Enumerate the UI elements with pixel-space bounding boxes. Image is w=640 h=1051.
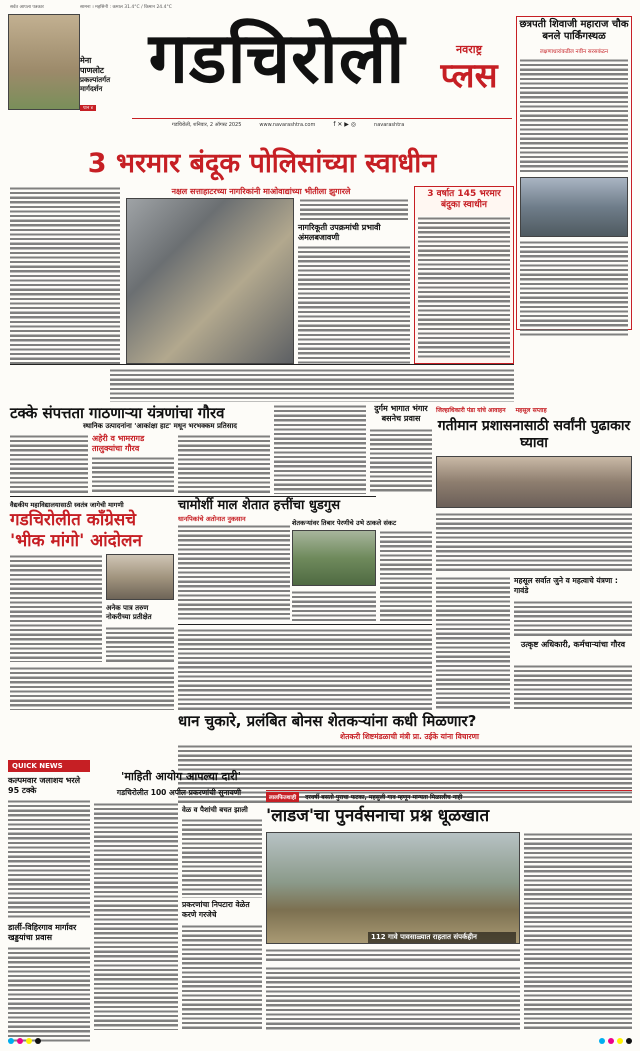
lead-box-title: 3 वर्षात 145 भरमार बंदुका स्वाधीन [427,189,501,210]
social-icons[interactable]: f ✕ ▶ ◎ [333,121,357,128]
quick-news-box [8,760,90,1030]
tatta-body-col3 [178,434,270,494]
vel-body [182,818,262,898]
promo-line-2: पाणलोट [80,66,104,75]
chamorshi-body [178,524,290,622]
laadj-side [524,832,632,1030]
chamorshi-body-2 [292,590,376,622]
promo-photo[interactable] [8,14,80,110]
prakarana-headline: प्रकरणांचा निपटारा वेळेत करणे गरजेचे [182,900,250,919]
right-top-headline: छत्रपती शिवाजी महाराज चौक बनले पार्किंगस्थळ [519,19,629,42]
mahiti-sub: गडचिरोलीत 100 अपील प्रकरणांची सुनावणी [116,788,242,797]
laadj-caption-body [266,948,520,962]
dhan-sub: शेतकरी शिष्टमंडळाची मंत्री प्रा. उईके यांना विचारणा [340,732,479,741]
brand-logo [425,44,513,110]
anek-headline[interactable]: अनेक पात्र तरुण नोकरीच्या प्रतीक्षेत [106,604,152,621]
durgam-headline[interactable]: दुर्गम भागात भंगार बसनेच प्रवास [374,404,428,423]
collector-body-2 [436,576,510,710]
gatiman-headline[interactable]: गतीमान प्रशासनासाठी सर्वांनी पुढाकार घ्यावा [437,418,631,451]
chamorshi-photo [292,530,376,586]
lead-body-mid [298,245,410,364]
masthead-title: गडचिरोली [148,17,406,99]
weather-strip: सामना । महसिनी : कमाल 31.4°C / किमान 24.4°C [80,5,172,10]
anek-body [106,626,174,662]
congress-body-2 [10,666,174,710]
lead-bottom-cols [110,368,514,402]
right-top-photo [520,177,628,237]
uttam-body [514,664,632,710]
prakarana-body [182,924,262,1030]
website[interactable]: www.navarashtra.com [259,121,316,128]
lead-body-left [10,186,120,364]
collector-tag [436,406,632,416]
mahsul-sarvat-headline[interactable]: महसूल सर्वात जुने व महत्वाचे यंत्रणा : गावंडे [514,576,618,595]
quick-2-body [8,946,90,1044]
congress-body [10,554,102,662]
tatta-body-left [10,434,88,494]
lalpatti-headline: दरवर्षी बसतो पुराचा फटका, महसुली गाव म्हणून मान्यता मिळालीच नाही [305,793,463,801]
quick-news-label: QUICK NEWS [8,760,90,772]
uttam-headline[interactable]: उत्कृष्ट अधिकारी, कर्मचाऱ्यांचा गौरव [520,640,626,649]
chamorshi-headline[interactable]: चामोर्शी माल शेतात हत्तींचा धुडगुस [178,498,340,513]
right-top-body [520,58,628,174]
lead-sub-headline: नागरिकूती उपक्रमांची प्रभावी अंमलबजावणी [298,223,381,242]
tatta-headline[interactable]: टक्के संपत्तता गाठणाऱ्या यंत्रणांचा गौरव [10,404,225,422]
dhan-lead-cols [178,628,432,710]
brand-top: नवराष्ट्र [456,43,482,56]
brand-bottom: प्लस [440,56,498,96]
lalpatti-strip[interactable] [266,790,632,802]
shetkari-tibar-headline[interactable]: शेतकऱ्यांवर तिबार पेरणीचे उभे ठाकले संकट [292,519,397,527]
tatta-body-col2 [92,456,174,494]
lead-box-body [418,216,510,358]
laadj-photo [266,832,520,944]
registration-marks [8,1036,632,1046]
chamorshi-kicker: धानपिकांचे अतोनात नुकसान [178,515,246,523]
collector-label: जिल्हाधिकारी पंडा यांचे आवाहन [436,407,506,414]
lead-kicker: नक्षल सत्ताहाटरच्या नागरिकांनी माओवाद्यांच्या भीतीला झुगारले [171,187,351,196]
lead-quote [300,198,408,220]
quick-2-headline[interactable]: डार्ली-विहिरगाव मार्गावर खड्डयांचा प्रवास [8,923,77,942]
tatta-sub: स्थानिक उत्पादनांना 'आकांक्षा हाट' मधून भरभक्कम प्रतिसाद [82,422,237,430]
collector-body [436,512,632,572]
lead-photo-guns [126,198,294,364]
promo-line-1: मेना [80,56,92,65]
promo-line-4: मार्गदर्शन [80,85,103,93]
right-top-subhead: लक्षणाधारांकडील नवीन सरसकंठन [539,49,609,55]
mahiti-body [94,802,178,1030]
dateline: गडचिरोली, शनिवार, 2 ऑगस्ट 2025 [172,121,242,128]
promo-line-3: प्रकल्पांतर्गत [80,76,111,84]
laadj-headline[interactable]: 'लाडज'चा पुनर्वसनाचा प्रश्न धूळखात [266,806,490,826]
mahsul-sarvat-body [514,600,632,636]
vaidyakiya-kicker: वैद्यकीय महाविद्यालयासाठी स्वतंत्र जागेची मागणी [10,501,124,509]
tatta-body-col4 [274,404,366,494]
handle[interactable]: navarashtra [374,121,405,128]
promo-box[interactable] [80,56,134,110]
congress-photo [106,554,174,600]
dhan-headline[interactable]: धान चुकारे, प्रलंबित बोनस शेतकऱ्यांना कधी मिळणार? [178,712,477,730]
aheri-headline: अहेरी व भामरागड तालुक्यांचा गौरव [92,434,145,453]
collector-photo [436,456,632,508]
quick-1-body [8,799,90,919]
quick-1-headline[interactable]: कल्पमवार जलाशय भरले 95 टक्के [8,776,81,795]
vel-headline: वेळ व पैशांची बचत झाली [182,806,248,814]
promo-page: पान ४ [80,105,96,111]
durgam-body [370,428,432,494]
mahsul-label: महसूल सप्ताह [515,407,547,414]
right-top-story[interactable] [516,16,632,330]
masthead-top-left: सर्वत आपला पत्रकार [10,5,44,10]
laadj-caption: 112 गावे पावसाळ्यात राहतात संपर्कहीन [368,932,516,943]
lead-headline[interactable]: 3 भरमार बंदूक पोलिसांच्या स्वाधीन [87,148,437,179]
laadj-body [266,966,520,1030]
tibar-body [380,530,432,622]
lalpatti-tag: लालफितशाही [266,792,299,802]
mahiti-headline[interactable]: 'माहिती आयोग आपल्या दारी' [121,770,241,783]
congress-headline[interactable]: गडचिरोलीत काँग्रेसचे 'भीक मांगो' आंदोलन [10,510,142,551]
right-top-body-2 [520,240,628,338]
lead-box [414,186,514,364]
dateline-bar [132,118,512,130]
